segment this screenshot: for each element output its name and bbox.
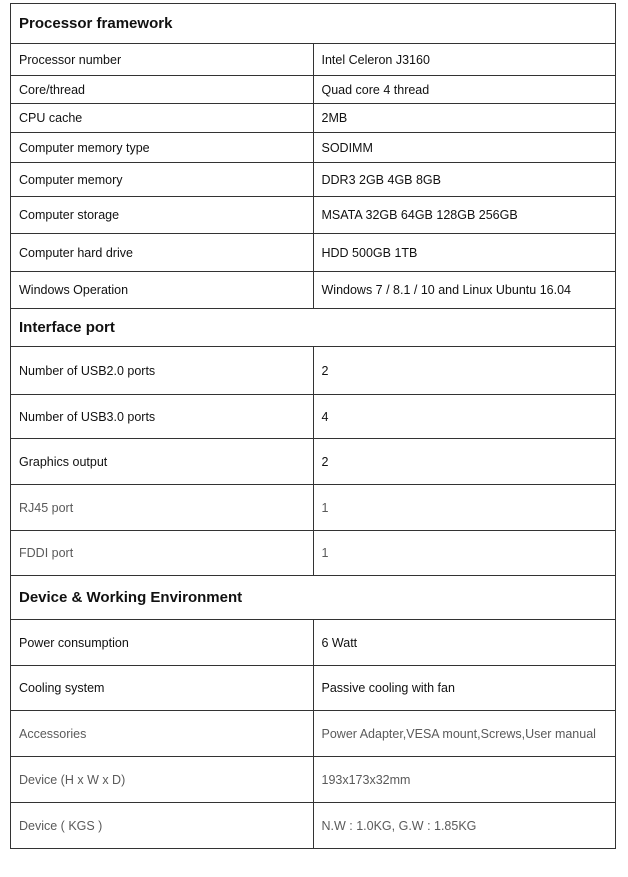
table-row (11, 272, 616, 309)
row-label: Power consumption (11, 620, 314, 666)
row-value: 2 (313, 347, 616, 395)
row-label: CPU cache (11, 104, 314, 133)
table-row (11, 803, 616, 849)
row-value: 2MB (313, 104, 616, 133)
table-row (11, 485, 616, 531)
table-row (11, 757, 616, 803)
row-label: Device (H x W x D) (11, 757, 314, 803)
row-value: 2 (313, 439, 616, 485)
table-row (11, 439, 616, 485)
row-value: MSATA 32GB 64GB 128GB 256GB (313, 197, 616, 234)
table-row (11, 395, 616, 439)
row-label: RJ45 port (11, 485, 314, 531)
row-value: Quad core 4 thread (313, 76, 616, 104)
row-value: 6 Watt (313, 620, 616, 666)
table-row (11, 197, 616, 234)
section-header-device (11, 576, 616, 620)
row-label: Cooling system (11, 666, 314, 711)
table-row (11, 620, 616, 666)
table-row (11, 163, 616, 197)
row-value: Windows 7 / 8.1 / 10 and Linux Ubuntu 16.04 (313, 272, 616, 309)
row-value: DDR3 2GB 4GB 8GB (313, 163, 616, 197)
table-row (11, 531, 616, 576)
row-label: FDDI port (11, 531, 314, 576)
row-label: Computer hard drive (11, 234, 314, 272)
row-value: SODIMM (313, 133, 616, 163)
row-label: Windows Operation (11, 272, 314, 309)
spec-table (10, 3, 616, 849)
row-label: Device ( KGS ) (11, 803, 314, 849)
table-row (11, 104, 616, 133)
row-label: Core/thread (11, 76, 314, 104)
row-label: Number of USB3.0 ports (11, 395, 314, 439)
table-row (11, 133, 616, 163)
table-row (11, 347, 616, 395)
section-header-processor (11, 4, 616, 44)
row-label: Processor number (11, 44, 314, 76)
row-label: Accessories (11, 711, 314, 757)
row-value: Passive cooling with fan (313, 666, 616, 711)
row-value: HDD 500GB 1TB (313, 234, 616, 272)
row-value: 1 (313, 485, 616, 531)
section-title: Processor framework (11, 4, 616, 44)
row-value: N.W : 1.0KG, G.W : 1.85KG (313, 803, 616, 849)
row-label: Computer memory type (11, 133, 314, 163)
row-label: Computer memory (11, 163, 314, 197)
table-row (11, 234, 616, 272)
table-row (11, 666, 616, 711)
table-row (11, 76, 616, 104)
section-title: Interface port (11, 309, 616, 347)
section-title: Device & Working Environment (11, 576, 616, 620)
table-row (11, 711, 616, 757)
row-value: Power Adapter,VESA mount,Screws,User manual (313, 711, 616, 757)
table-row (11, 44, 616, 76)
row-value: 4 (313, 395, 616, 439)
row-value: Intel Celeron J3160 (313, 44, 616, 76)
row-value: 193x173x32mm (313, 757, 616, 803)
section-header-interface (11, 309, 616, 347)
row-label: Graphics output (11, 439, 314, 485)
row-label: Computer storage (11, 197, 314, 234)
row-label: Number of USB2.0 ports (11, 347, 314, 395)
row-value: 1 (313, 531, 616, 576)
